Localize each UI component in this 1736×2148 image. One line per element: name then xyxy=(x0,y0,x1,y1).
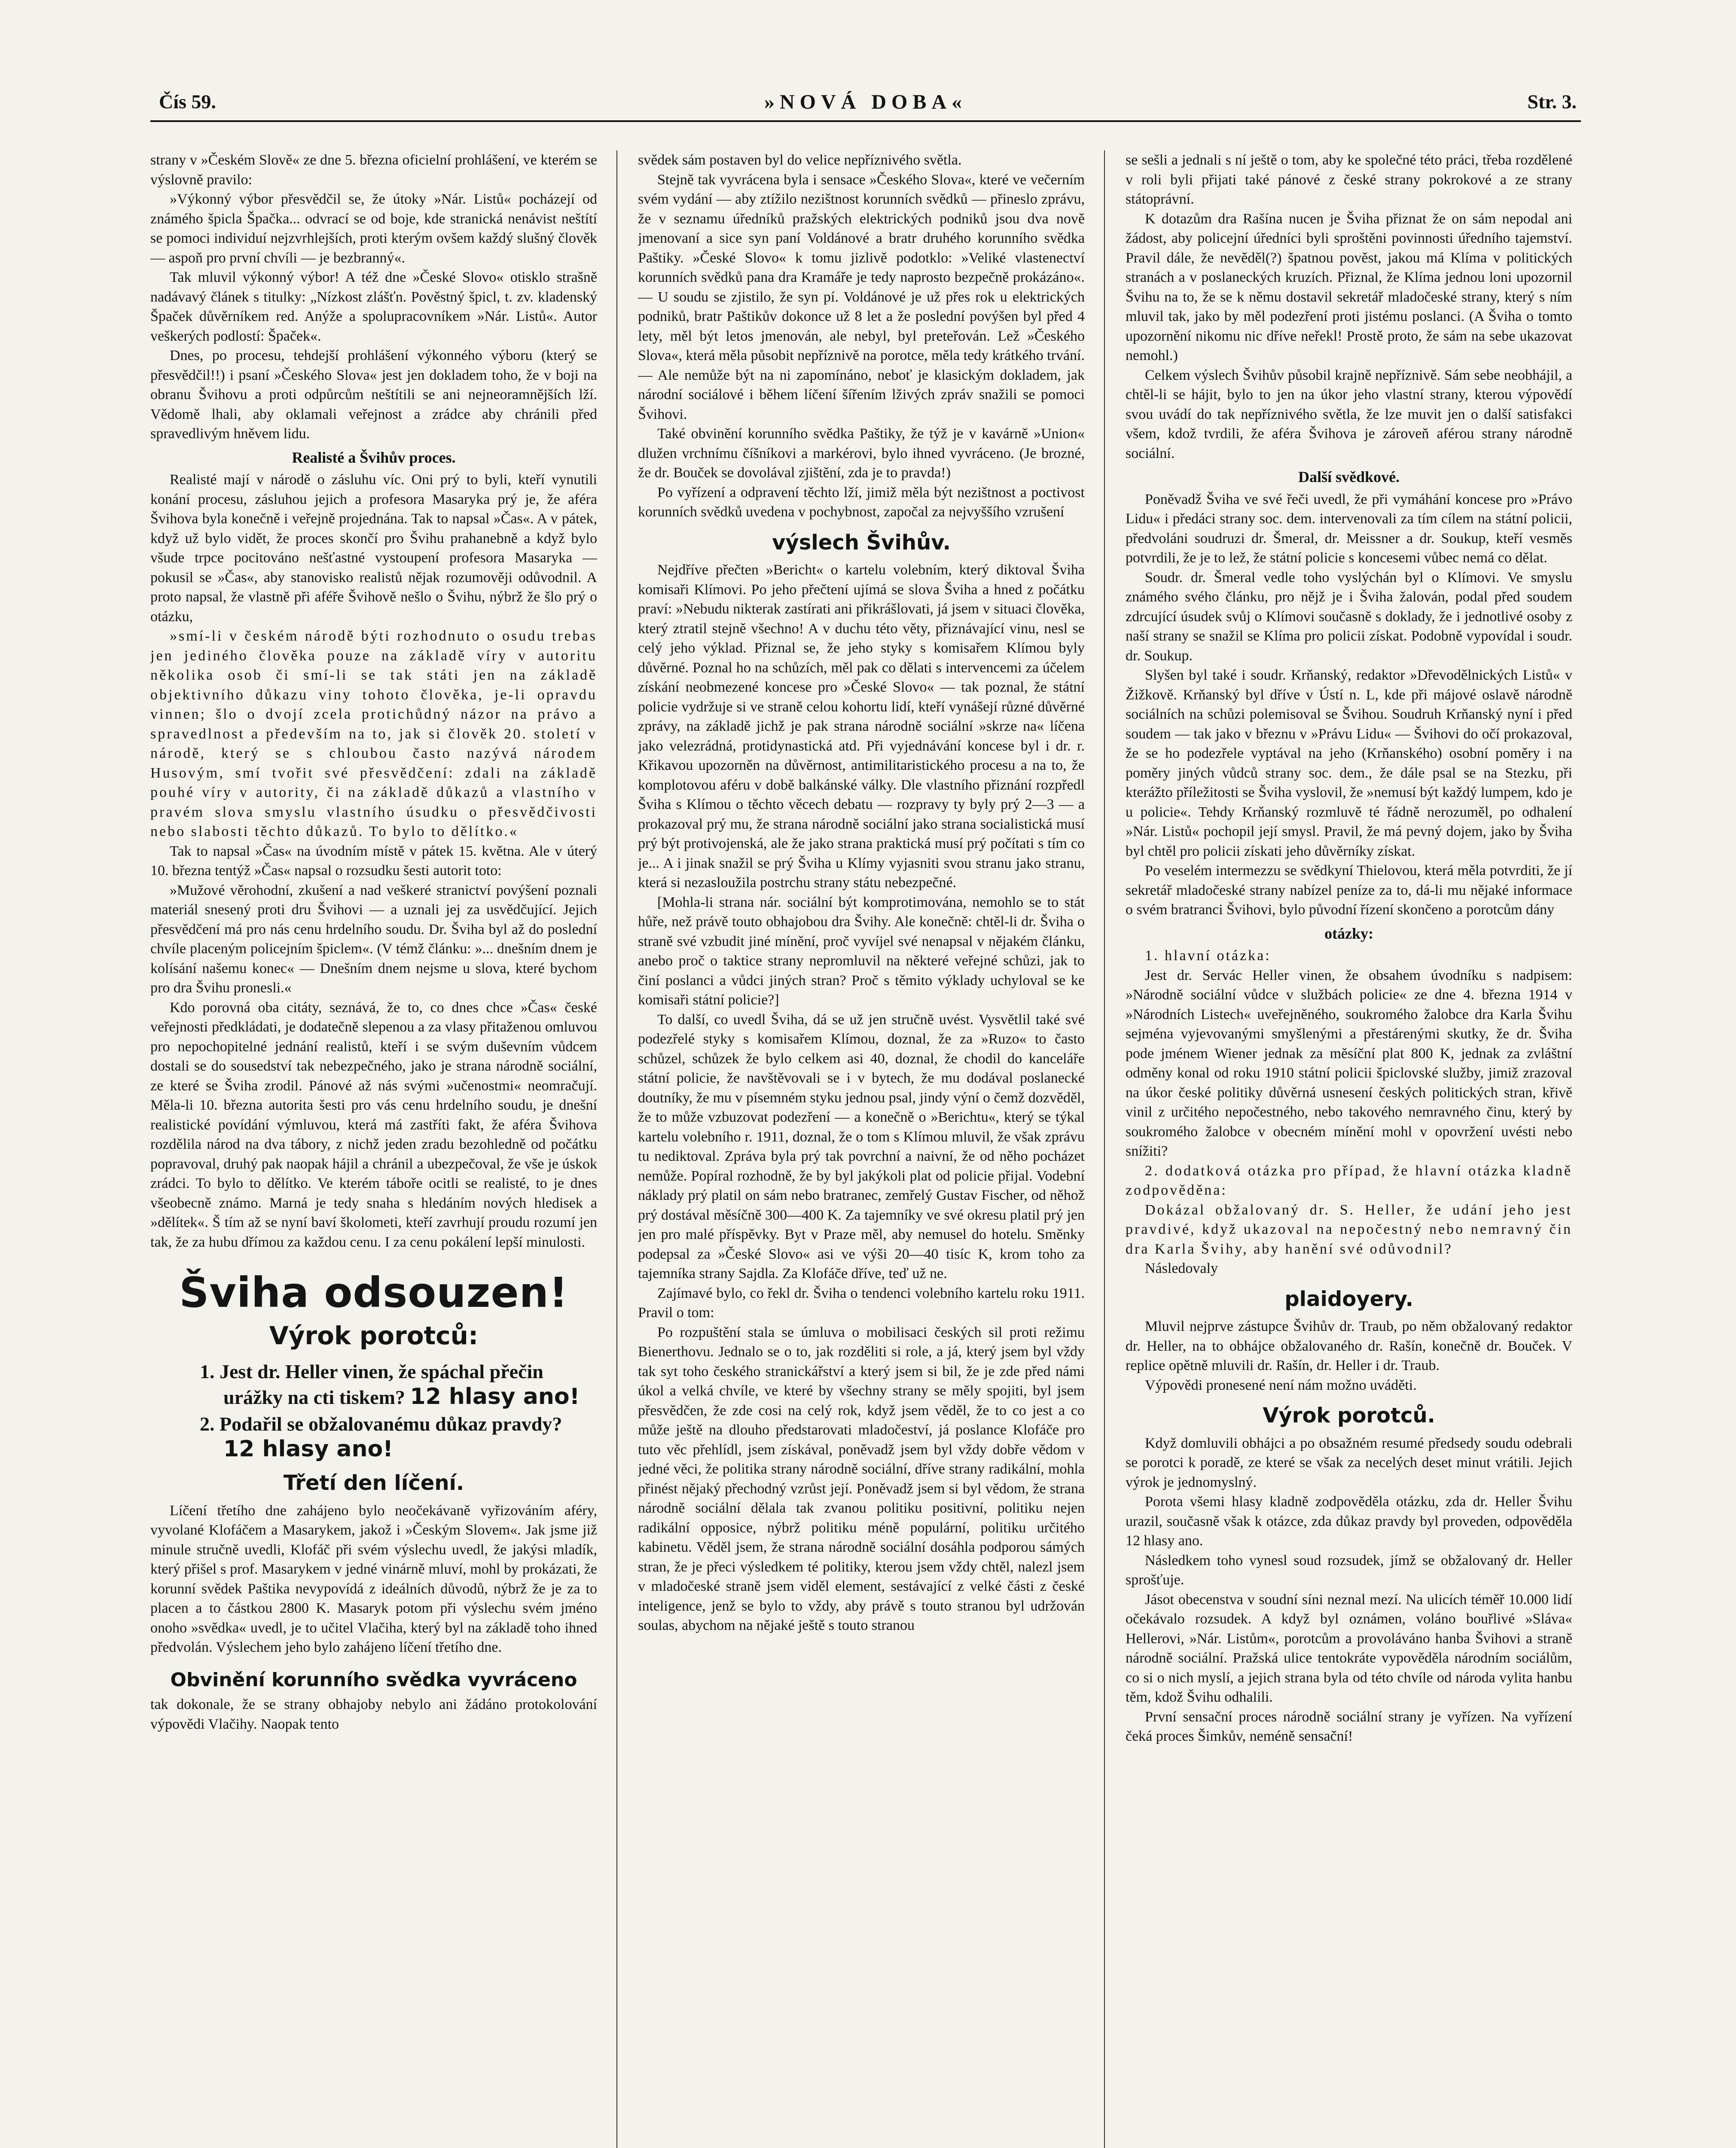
paragraph: Také obvinění korunního svědka Paštiky, že týž je v kavárně »Union« dlužen vrchnímu číšníkovi a markérovi, bylo ihned vyvráceno. (Je brozné, že dr. Bouček se dovolával zjištění, zda je to pravda!) xyxy=(638,426,1085,481)
section-heading: výslech Švihův. xyxy=(772,530,951,555)
verdict-answer: 12 hlasy ano! xyxy=(410,1384,580,1410)
paragraph: Dokázal obžalovaný dr. S. Heller, že udání jeho jest pravdivé, když ukazoval na nepočestný nebo nemravný čin dra Karla Švihy, aby hanění své odůvodnil? xyxy=(1126,1202,1572,1257)
paragraph: tak dokonale, že se strany obhajoby nebylo ani žádáno protokolování výpovědi Vlačihy. Naopak tento xyxy=(150,1696,597,1732)
paragraph: První sensační proces národně sociální strany je vyřízen. Na vyřízení čeká proces Šimkův, neméně sensační! xyxy=(1126,1709,1572,1744)
issue-number: Čís 59. xyxy=(159,91,216,113)
paragraph: Následkem toho vynesl soud rozsudek, jímž se obžalovaný dr. Heller sprošťuje. xyxy=(1126,1552,1572,1588)
quote-paragraph: »Výkonný výbor přesvědčil se, že útoky »Nár. Listů« pocházejí od známého špicla Špačka... odvrací se od boje, kde stranická nenávist neštítí se pomoci individuí nejzvrhlejších, proti kterým ovšem každý slušný člověk — aspoň pro první chvíli — je bezbranný«. xyxy=(150,191,597,266)
quote-paragraph: Po rozpuštění stala se úmluva o mobilisaci českých sil proti režimu Bienerthovu. Jednalo se o to, jak rozděliti si role, a já, který jsem byl vždy tak syt toho českého stranickářství a který jsem si bil, že je zde před námi úkol a velká chvíle, ve které by všechny strany se měly spojiti, byl jsem přesvědčen, že zde cosi na celý rok, když jsem věděl, že to co jest a co může ještě na dlouho předstarovati mladočeství, já poslance Klofáče pro tuto věc přehlídl, jsem získával, poněvadž jsem byl vždy dobře vědom v jedné věci, že politika strany národně sociální, dříve strany radikální, mohla přinést nějaký přechodný vzrůst její. Poněvadž jsem si byl vědom, že strana národně sociální dělala tak zvanou politiku positivní, politiku nejen radikální opposice, nýbrž politiku méně populární, politiku určitého kabinetu. Věděl jsem, že strana národně sociální dosáhla podporou sámých stran, že je přeci výsledkem té politiky, kterou jsem vždy chtěl, nalezl jsem v mladočeské straně jsem viděl element, sestávající z velké části z české inteligence, jenž se bylo to vždy, aby právě s touto stranou byl udržován soulas, abychom na nějaké ještě s touto stranou xyxy=(638,1324,1085,1633)
verdict-question-2 xyxy=(150,1412,597,1462)
headline-jury-verdict: Výrok porotců: xyxy=(269,1321,479,1350)
paragraph: Mluvil nejprve zástupce Švihův dr. Traub, po něm obžalovaný redaktor dr. Heller, na to obhájce obžalovaného dr. Rašín, konečně dr. Bouček. V replice opětně mluvili dr. Rašín, dr. Heller i dr. Traub. xyxy=(1126,1318,1572,1373)
paragraph: Realisté mají v národě o zásluhu víc. Oni prý to byli, kteří vynutili konání procesu, zásluhou jejich a profesora Masaryka prý je, že aféra Švihova byla konečně i veřejně projednána. Tak to napsal »Čas«. A v pátek, když už bylo vidět, že proces skončí pro Švihu prahanebně a když bylo všude trpce pocitováno nešťastné vystoupení profesora Masaryka — pokusil se »Čas«, aby stanovisko realistů nějak rozumověji odůvodnil. A proto napsal, že vlastně při aféře Švihově nešlo o Švihu, nýbrž že šlo prý o otázku, xyxy=(150,472,597,625)
section-heading: Třetí den líčení. xyxy=(283,1471,464,1495)
paragraph: K dotazům dra Rašína nucen je Šviha přiznat že on sám nepodal ani žádost, aby policejní úředníci byli sproštěni povinnosti úředního tajemství. Pravil dále, že nevěděl(?) špatnou pověst, jakou má Klíma v politických stranách a v poslaneckých kruzích. Přiznal, že Klíma jednou loni upozornil Švihu na to, že se k němu dostavil sekretář mladočeské strany, který s ním mluvil tak, jako by měl podezření proti jistému poslanci. (A Šviha o tomto upozornění nikomu nic dříve neřekl! Prostě proto, že sám na sebe ukazovat nemohl.) xyxy=(1126,211,1572,363)
paragraph: To další, co uvedl Šviha, dá se už jen stručně uvést. Vysvětlil také své podezřelé styky s komisařem Klímou, doznal, že za »Ruzo« to často schůzel, schůzek že bylo celkem asi 40, doznal, že chodil do kanceláře státní policie, že navštěvovali se i v bytech, že mu dodával poslanecké doutníky, že mu v písemném styku jednou psal, jindy výní o čemž dozvěděl, že to může vzbuzovat podezření — a konečně o »Berichtu«, který se týkal kartelu volebního r. 1911, doznal, že o tom s Klímou mluvil, že však zprávu tu nediktoval. Zpráva byla prý tak povrchní a naivní, že od něho pocházet nemůže. Popíral rozhodně, že by byl jakýkoli plat od policie přijal. Vodební náklady prý platil on sám nebo bratranec, zemřelý Gustav Fischer, od něhož prý dostával měsíčně 300—400 K. Za tajemníky ve své okresu platil prý jen jen pro malé příspěvky. Byt v Praze měl, aby nemusel do hotelu. Směnky podepsal za »České Slovo« asi ve výši 20—40 tisíc K, krom toho za tajemníka strany Sajdla. Za Klofáče dříve, teď už ne. xyxy=(638,1011,1085,1281)
paragraph: Tak to napsal »Čas« na úvodním místě v pátek 15. května. Ale v úterý 10. března tentýž »Čas« napsal o rozsudku šesti autorit toto: xyxy=(150,843,597,879)
paragraph: Soudr. dr. Šmeral vedle toho vyslýchán byl o Klímovi. Ve smyslu známého svého článku, pro nějž je i Šviha žalován, podal před soudem zdrcující úsudek svůj o Klímovi současně s doklady, že i jednotlivé osoby z naší strany se snažil se Klíma pro policii získat. Podobně vypovídal i soudr. dr. Soukup. xyxy=(1126,569,1572,664)
column-3 xyxy=(1126,150,1572,2148)
paragraph: Po vyřízení a odpravení těchto lží, jimiž měla být nezištnost a poctivost korunních svědků uvedena v pochybnost, započal za nejvyššího vzrušení xyxy=(638,484,1085,520)
verdict-question-text: 1. Jest dr. Heller vinen, že spáchal přečin urážky na cti tiskem? xyxy=(200,1361,543,1408)
page-number: Str. 3. xyxy=(1527,91,1577,113)
newspaper-title: »NOVÁ DOBA« xyxy=(764,91,967,113)
paragraph: Zajímavé bylo, co řekl dr. Šviha o tendenci volebního kartelu roku 1911. Pravil o tom: xyxy=(638,1285,1085,1321)
section-heading: otázky: xyxy=(1324,924,1373,942)
question-heading: 2. dodatková otázka pro případ, že hlavní otázka kladně zodpověděna: xyxy=(1126,1162,1572,1198)
paragraph: Tak mluvil výkonný výbor! A též dne »České Slovo« otisklo strašně nadávavý článek s titulky: „Nízkost zlášťn. Pověstný špicl, t. zv. kladenský Špaček důvěrníkem red. Anýže a spolupracovníkem »Nár. Listů«. Autor veškerých podlostí: Špaček«. xyxy=(150,269,597,344)
column-2 xyxy=(638,150,1085,2148)
column-1 xyxy=(150,150,597,2148)
verdict-question-1 xyxy=(150,1359,597,1410)
paragraph: Celkem výslech Švihův působil krajně nepříznivě. Sám sebe neobhájil, a chtěl-li se hájit, bylo to jen na úkor jeho vlastní strany, kterou výpovědí svou uvádí do tak nepříznivého světla, že lze muvit jen o další satisfakci všem, kdož tvrdili, že aféra Švihova je zároveň aférou strany národně sociální. xyxy=(1126,367,1572,461)
paragraph: Líčení třetího dne zahájeno bylo neočekávaně vyřizováním aféry, vyvolané Klofáčem a Masarykem, jakož i »Českým Slovem«. Jak jsme již minule stručně uvedli, Klofáč při svém výslechu uvedl, že jakýsi mladík, který přišel s prof. Masarykem v jedné vinárně mluví, mohl by prokázati, že korunní svědek Paštika nevypovídá z ideálních důvodů, nýbrž že je za to placen a to částkou 2800 K. Masaryk potom při výslechu svém jméno onoho »svědka« uvedl, je to učitel Vlačiha, který byl na základě toho ihned předvolán. Výslechem jeho bylo zahájeno líčení třetího dne. xyxy=(150,1502,597,1655)
paragraph: Nejdříve přečten »Bericht« o kartelu volebním, který diktoval Šviha komisaři Klímovi. Po jeho přečtení ujímá se slova Šviha a hned z počátku praví: »Nebudu nikterak zastírati ani přikrášlovati, já jsem v situaci člověka, který ztratil stejně všechno! A v duchu této věty, přiznávající vinu, nesl se celý jeho výklad. Přiznal se, že jeho styky s komisařem Klímou byly důvěrné. Poznal ho na schůzích, měl pak co dělati s intervencemi za účelem získání neobmezené koncese pro »České Slovo« — tak poznal, že státní policie vydržuje si ve straně celou kohortu lidí, kteří vynášejí různé důvěrné zprávy, na základě jichž je pak strana národně sociální »skrze na« líčena jako velezrádná, protidynastická atd. Při vyjednávání koncese byl i dr. r. Křikavou upozorněn na důvěrnost, antimilitaristického procesu a na to, že komplotovou aféru v době balkánské války. Dle vlastního přiznání rozpředl Šviha s Klímou o těchto věcech debatu — rozpravy ty byly prý 2—3 — a prokazoval prý mu, že strana národně sociální jako strana socialistická musí prý být protivojenská, ale že jako strana praktická musí prý počítati s tím co je... A i jinak snažil se prý Šviha u Klímy vyjasniti svou stranu jako stranu, která si nezasloužila postrchu strany státu nebezpečné. xyxy=(638,562,1085,891)
paragraph: strany v »Českém Slově« ze dne 5. března oficielní prohlášení, ve kterém se výslovně pravilo: xyxy=(150,152,597,188)
verdict-question-text: 2. Podařil se obžalovanému důkaz pravdy? xyxy=(200,1413,562,1435)
paragraph: Jest dr. Servác Heller vinen, že obsahem úvodníku s nadpisem: »Národně sociální vůdce v službách policie« ze dne 4. března 1914 v »Národních Listech« uveřejněného, soukromého žalobce dra Karla Švihu sejména vyjevovanými smyšlenými a přestárenými skutky, že dr. Šviha pode jménem Wiener jednak za měsíční plat 800 K, jednak za zvláštní odměny konal od roku 1910 státní policii špiclovské služby, jimiž zrazoval na úkor české politiky důvěrná usnesení českých politických stran, křivě vinil z určitého nepočestného, nebo takového nemravného činu, který by soukromého žalobce v obecném mínění mohl v opovržení uvésti nebo snížiti? xyxy=(1126,967,1572,1159)
verdict-answer: 12 hlasy ano! xyxy=(223,1436,393,1462)
headline-sviha-convicted: Šviha odsouzen! xyxy=(179,1269,568,1317)
masthead xyxy=(150,90,1581,122)
question-heading: 1. hlavní otázka: xyxy=(1145,948,1271,964)
paragraph: Stejně tak vyvrácena byla i sensace »Českého Slova«, které ve večerním svém vydání — aby ztížilo nezištnost korunních svědků — přineslo zprávu, že v seznamu úředníků pražských elektrických podniků jsou dva nově jmenovaní a sice syn paní Voldánové a bratr druhého korunního svědka Paštiky. »České Slovo« k tomu jizlivě podotklo: »Veliké vlastenectví korunních svědků pana dra Kramáře je tedy naprosto bezpečně prokázáno«. — U soudu se zjistilo, že syn pí. Voldánové je už přes rok u elektrických podniků, bratr Paštikův dokonce už 8 let a že poslední povýšen byl před 4 lety, měl být letos jmenován, ale nebyl, byl preteřován. Lež »Českého Slova«, která měla působit nepříznivě na porotce, měla tedy krátkého trvání. — Ale nemůže být na ni zapomínáno, neboť je klasickým dokladem, jak národní sociálové i během líčení šířením lživých zpráv snažili se pomoci Švihovi. xyxy=(638,171,1085,422)
paragraph: svědek sám postaven byl do velice nepříznivého světla. xyxy=(638,152,962,168)
section-heading: Další svědkové. xyxy=(1298,468,1400,485)
paragraph: Porota všemi hlasy kladně zodpověděla otázku, zda dr. Heller Švihu urazil, současně však k otázce, zda důkaz pravdy byl proveden, odpověděla 12 hlasy ano. xyxy=(1126,1494,1572,1549)
paragraph: Jásot obecenstva v soudní síni neznal mezí. Na ulicích téměř 10.000 lidí očekávalo rozsudek. A když byl oznámen, voláno bouřlivé »Sláva« Hellerovi, »Nár. Listům«, porotcům a provoláváno hanba Švihovi a straně národně sociální. Pražská ulice tentokráte vypověděla národním sociálům, co si o nich myslí, a jejich strana byla od této chvíle od národa vylita hanbu těm, kdož Švihu odhalili. xyxy=(1126,1591,1572,1705)
quote-paragraph: »Mužové věrohodní, zkušení a nad veškeré stranictví povýšení poznali materiál snesený proti dru Švihovi — a uznali jej za usvědčující. Jejich přesvědčení má pro nás cenu hrdelního soudu. Dr. Šviha byl až do poslední chvíle placeným policejním špiclem«. (V témž článku: »... dnešním dnem je kolísání našemu konec« — Dnešním dnem nejsme u slova, které bychom pro dra Švihu pronesli.« xyxy=(150,882,597,996)
paragraph: Následovaly xyxy=(1145,1260,1218,1276)
paragraph: Poněvadž Šviha ve své řeči uvedl, že při vymáhání koncese pro »Právo Lidu« i předáci strany soc. dem. intervenovali za tím cílem na státní policii, předvoláni soudruzi dr. Šmeral, dr. Meissner a dr. Soukup, kteří vesměs potvrdili, že je to lež, že státní policie s koncesemi vůbec nemá co dělat. xyxy=(1126,491,1572,566)
section-heading: plaidoyery. xyxy=(1284,1287,1413,1311)
paragraph: se sešli a jednali s ní ještě o tom, aby ke společné této práci, třeba rozdělené v roli byli přijati také pánové z české strany pokrokové a ze strany státoprávní. xyxy=(1126,152,1572,207)
paragraph: [Mohla-li strana nár. sociální být komprotimována, nemohlo se to stát hůře, než právě touto obhajobou dra Švihy. Ale konečně: chtěl-li dr. Šviha o straně své vzbudit jiné mínění, proč vyvíjel své nenapsal v nějakém článku, anebo proč o taktice strany nepromluvil na některé veřejné schůzi, jak to činí poslanci a vůdci jiných stran? Proč s těmito výklady uchyloval se ke komisaři státní policie?] xyxy=(638,894,1085,1008)
section-heading: Realisté a Švihův proces. xyxy=(292,449,456,466)
paragraph: Když domluvili obhájci a po obsažném resumé předsedy soudu odebrali se porotci k poradě, ze které se však za necelých deset minut vrátili. Jejich výrok je jednomyslný. xyxy=(1126,1435,1572,1490)
paragraph: Po veselém intermezzu se svědkyní Thielovou, která měla potvrditi, že jí sekretář mladočeské strany nabízel peníze za to, dá-li mu nějaké informace o svém bratranci Švihovi, bylo původní řízení skončeno a porotcům dány xyxy=(1126,863,1572,918)
paragraph: Výpovědi pronesené není nám možno uváděti. xyxy=(1145,1377,1417,1393)
paragraph: Dnes, po procesu, tehdejší prohlášení výkonného výboru (který se přesvědčil!!) i psaní »Českého Slova« jest jen dokladem toho, že v boji na obranu Švihovu a proti odpůrcům neštítili se ani nejneoramnějších lží. Vědomě lhali, aby oklamali veřejnost a zrádce aby chránili před spravedlivým hněvem lidu. xyxy=(150,348,597,442)
paragraph: Slyšen byl také i soudr. Krňanský, redaktor »Dřevodělnických Listů« v Žižkově. Krňanský byl dříve v Ústí n. L, kde při májové oslavě národně sociálních na schůzi polemisoval se Švihou. Soudruh Krňanský nyní i před soudem — tak jako v březnu v »Právu Lidu« — Švihovi do očí prokazoval, že se ho podezřele vyptával na jeho (Krňanského) osobní poměry i na poměry jiných vůdců strany soc. dem., že dále psal se na Stezku, při kterážto příležitosti se Šviha vyslovil, že »nemusí být každý lumpem, kdo je u policie«. Tehdy Krňanský rozmluvě té řádně nerozuměl, po odhalení »Nár. Listů« pochopil její smysl. Pravil, že má pevný dojem, jako by Šviha byl chtěl pro policii získati jeho důvěrníky získat. xyxy=(1126,667,1572,859)
section-heading: Výrok porotců. xyxy=(1263,1404,1435,1428)
section-heading: Obvinění korunního svědka vyvráceno xyxy=(170,1669,577,1691)
paragraph: Kdo porovná oba citáty, seznává, že to, co dnes chce »Čas« české veřejnosti předkládati, je dodatečně slepenou a za vlasy přitaženou omluvou pro nepochopitelné jednání realistů, kteří i se svým duševním vůdcem dostali se do sousedství tak nebezpečného, jako je strana národně sociální, ze které se Šviha zrodil. Pánové až nás svými »učenostmi« neomračují. Měla-li 10. března autorita šesti pro vás cenu hrdelního soudu, je dnešní realistické povídání výmluvou, která má zastříti fakt, že aféra Švihova rozdělila národ na dva tábory, z nichž jeden zradu bezohledně od počátku popravoval, druhý pak naopak hájil a chránil a ubezpečoval, že vše je úskok zrádci. To bylo to dělítko. Ve kterém táboře ocitli se realisté, to je dnes všeobecně známo. Marná je tedy snaha s hledáním nových hledisek a »dělítek«. Š tím až se nyní baví školometi, kteří zavrhují proudu rozumí jen tak, že za hubu dřímou za každou cenu. I za cenu pokálení lepší minulosti. xyxy=(150,999,597,1250)
quote-paragraph: »smí-li v českém národě býti rozhodnuto o osudu trebas jen jediného člověka pouze na základě víry v autoritu několika osob či smí-li se tak státi jen na základě objektivního důkazu viny tohoto člověka, je-li opravdu vinnen; šlo o dvojí zcela protichůdný názor na právo a spravedlnost a především na to, jak si člověk 20. století v národě, který se s chloubou často nazývá národem Husovým, smí tvořit své přesvědčení: zdali na základě pouhé víry v autority, či na základě důkazů a vlastního v pravém slova smyslu vlastního úsudku o přesvědčivosti nebo slabosti těchto důkazů. To bylo to dělítko.« xyxy=(150,628,597,839)
newspaper-page xyxy=(150,90,1581,2148)
